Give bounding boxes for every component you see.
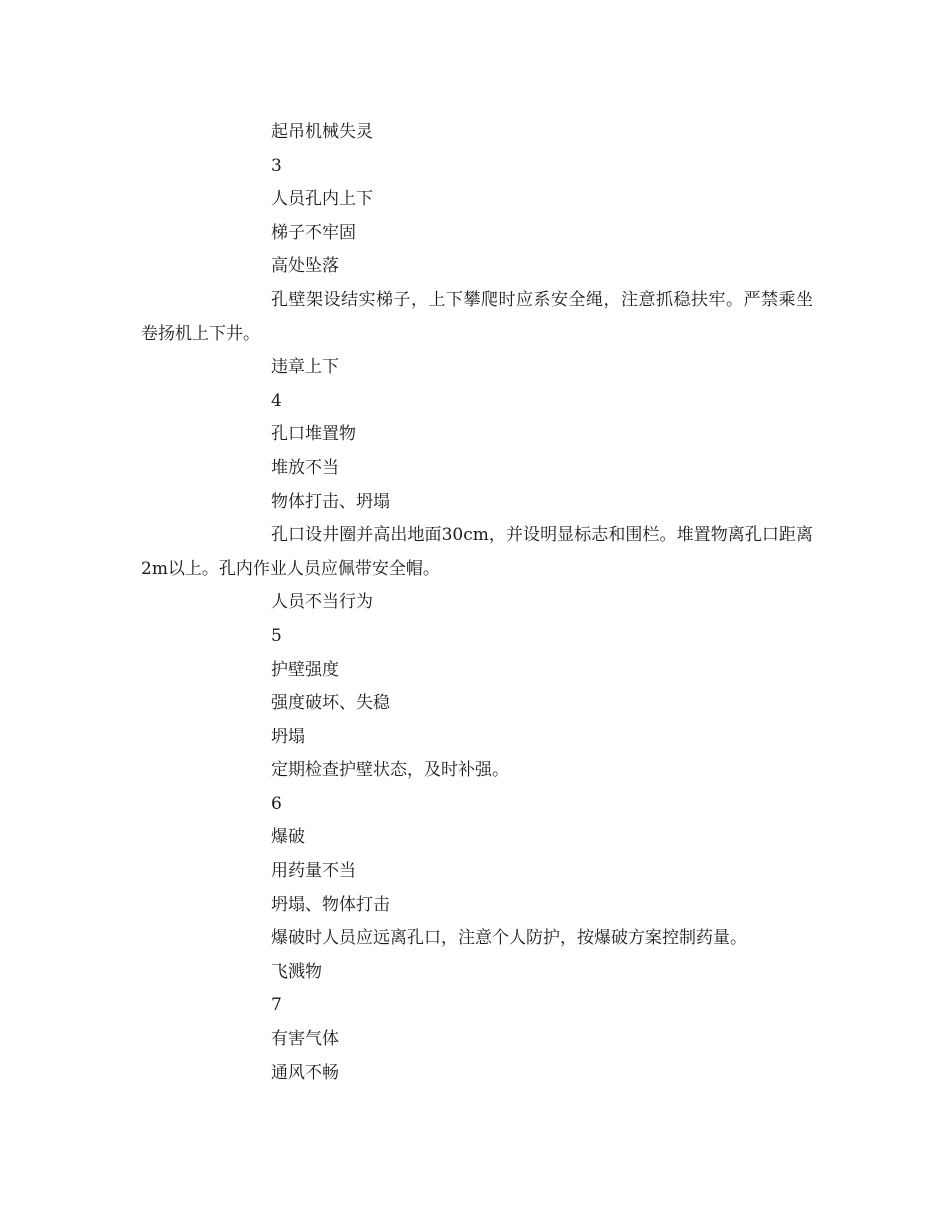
text-line: 人员不当行为	[271, 592, 373, 613]
document-body	[141, 116, 813, 1090]
text-line: 爆破时人员应远离孔口，注意个人防护，按爆破方案控制药量。	[271, 928, 747, 949]
text-line: 定期检查护壁状态，及时补强。	[271, 760, 509, 781]
measure-paragraph: 孔壁架设结实梯子，上下攀爬时应系安全绳，注意抓稳扶牢。严禁乘坐卷扬机上下井。	[141, 289, 813, 344]
text-line: 用药量不当	[271, 861, 356, 882]
text-line: 物体打击、坍塌	[271, 491, 390, 512]
text-line: 违章上下	[271, 357, 339, 378]
text-line: 通风不畅	[271, 1062, 339, 1083]
text-line: 孔口堆置物	[271, 424, 356, 445]
text-line: 有害气体	[271, 1029, 339, 1050]
text-line: 飞溅物	[271, 961, 322, 982]
text-line: 坍塌	[271, 726, 305, 747]
text-line: 人员孔内上下	[271, 189, 373, 210]
measure-paragraph: 孔口设井圈并高出地面30cm，并设明显标志和围栏。堆置物离孔口距离2m以上。孔内作业人员应佩带安全帽。	[141, 525, 813, 579]
item-number: 5	[271, 625, 282, 646]
item-number: 4	[271, 390, 282, 411]
item-number: 6	[271, 793, 282, 814]
text-line: 坍塌、物体打击	[271, 894, 390, 915]
item-number: 7	[271, 995, 282, 1016]
text-line: 护壁强度	[271, 659, 339, 680]
text-line: 梯子不牢固	[271, 222, 356, 243]
text-line: 强度破坏、失稳	[271, 693, 390, 714]
text-line: 高处坠落	[271, 256, 339, 277]
item-number: 3	[271, 155, 282, 176]
text-line: 爆破	[271, 827, 305, 848]
text-line: 起吊机械失灵	[271, 122, 373, 142]
text-line: 堆放不当	[271, 457, 339, 478]
